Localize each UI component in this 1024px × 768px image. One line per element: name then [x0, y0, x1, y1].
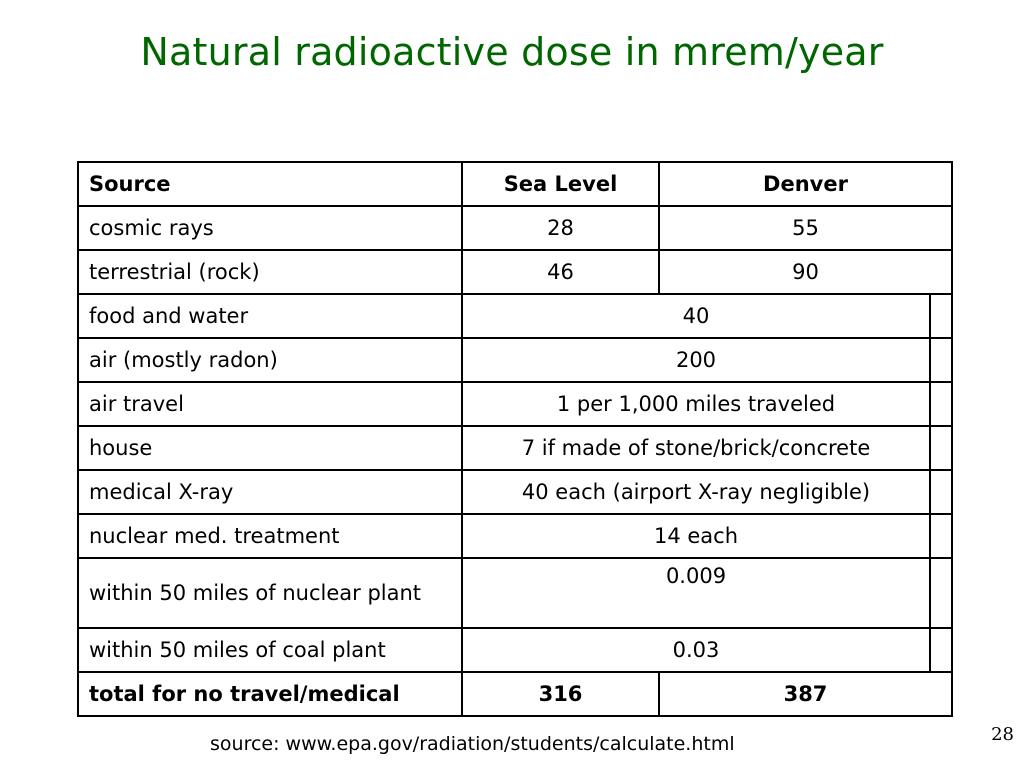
header-sea-level: Sea Level	[462, 162, 659, 206]
row-source: cosmic rays	[78, 206, 462, 250]
row-denver: 90	[659, 250, 952, 294]
row-sea-level: 46	[462, 250, 659, 294]
row-empty-cell	[930, 426, 952, 470]
row-value: 200	[462, 338, 930, 382]
row-empty-cell	[930, 628, 952, 672]
row-source: air travel	[78, 382, 462, 426]
source-footer: source: www.epa.gov/radiation/students/calculate.html	[210, 733, 735, 755]
table-row	[78, 250, 952, 294]
row-denver: 55	[659, 206, 952, 250]
row-source: within 50 miles of coal plant	[78, 628, 462, 672]
row-source: terrestrial (rock)	[78, 250, 462, 294]
row-source: air (mostly radon)	[78, 338, 462, 382]
slide-title: Natural radioactive dose in mrem/year	[140, 30, 884, 74]
total-sea-level: 316	[462, 672, 659, 716]
row-sea-level: 28	[462, 206, 659, 250]
table-row	[78, 628, 952, 672]
table-row	[78, 514, 952, 558]
row-source: food and water	[78, 294, 462, 338]
row-empty-cell	[930, 470, 952, 514]
total-denver: 387	[659, 672, 952, 716]
row-source: nuclear med. treatment	[78, 514, 462, 558]
table-header-row	[78, 162, 952, 206]
row-empty-cell	[930, 514, 952, 558]
row-source: house	[78, 426, 462, 470]
row-value: 40 each (airport X-ray negligible)	[462, 470, 930, 514]
table-row	[78, 382, 952, 426]
page-number: 28	[991, 724, 1014, 745]
row-source: within 50 miles of nuclear plant	[78, 558, 462, 628]
total-source: total for no travel/medical	[78, 672, 462, 716]
table-row	[78, 426, 952, 470]
row-value: 7 if made of stone/brick/concrete	[462, 426, 930, 470]
dose-table	[77, 161, 953, 717]
row-value: 14 each	[462, 514, 930, 558]
row-empty-cell	[930, 294, 952, 338]
header-denver: Denver	[659, 162, 952, 206]
row-source: medical X-ray	[78, 470, 462, 514]
row-value: 1 per 1,000 miles traveled	[462, 382, 930, 426]
table-row	[78, 558, 952, 628]
table-total-row	[78, 672, 952, 716]
table-row	[78, 338, 952, 382]
row-value: 0.009	[462, 558, 930, 628]
row-empty-cell	[930, 382, 952, 426]
header-source: Source	[78, 162, 462, 206]
table-row	[78, 206, 952, 250]
table-row	[78, 294, 952, 338]
table-row	[78, 470, 952, 514]
row-value: 0.03	[462, 628, 930, 672]
row-empty-cell	[930, 558, 952, 628]
row-empty-cell	[930, 338, 952, 382]
row-value: 40	[462, 294, 930, 338]
